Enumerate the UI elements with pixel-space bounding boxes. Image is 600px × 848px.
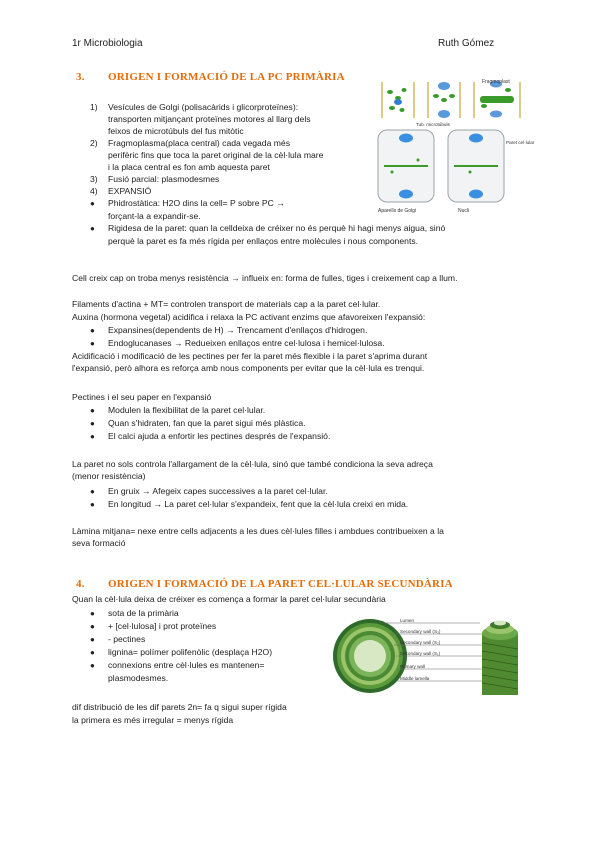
list-item: ● - pectines [90,634,146,644]
paragraph: La paret no sols controla l'allargament de la cèl·lula, sinó que també condiciona la seva adreça (menor resistència) [72,459,433,481]
paragraph: dif distribució de les dif parets 2n= fa q sigui super rígida [72,702,287,712]
paragraph: Filaments d'actina + MT= controlen transport de materials cap a la paret cel·lular. [72,299,381,309]
list-item: ● lignina= polímer polifenòlic (desplaça H2O) [90,647,273,657]
enzymes-list [90,324,385,350]
list-item: 2) Fragmoplasma(placa central) cada vegada més perifèric fins que toca la paret original de la cèl·lula mare i la placa central es fon amb aquesta paret [90,138,324,172]
cytokinesis-figure [374,78,535,216]
figure-label-middle-lamella: Middle lamella [400,676,430,681]
section4-list [90,607,272,684]
list-item: ● Quan s'hidraten, fan que la paret sigui més plàstica. [90,418,306,428]
nucli-label: Nucli [458,208,470,214]
list-item: ● Modulen la flexibilitat de la paret cel·lular. [90,405,266,415]
list-item: ● Endoglucanases → Redueixen enllaços entre cel·lulosa i hemicel·lulosa. [90,338,385,348]
paragraph: Cell creix cap on troba menys resistència → influeix en: forma de fulles, tiges i creixement cap a llum. [72,273,458,283]
secondary-wall-figure [332,615,528,697]
list-item: ● Rigidesa de la paret: quan la celldeixa de créixer no és perquè hi hagi menys aigua, sinó perquè la paret es fa més rígida per enllaços entre molècules i nous components. [90,223,446,246]
paragraph: Làmina mitjana= nexe entre cells adjacents a les dues cèl·lules filles i ambdues contribueixen a la seva formació [72,526,444,548]
paragraph: la primera es més irregular = menys rígida [72,715,234,725]
section3-title: ORIGEN I FORMACIÓ DE LA PC PRIMÀRIA [108,71,345,83]
list-item: ● connexions entre cèl·lules es mantenen= plasmodesmes. [90,660,265,683]
golgi-label: Aparells de Golgi [378,208,417,214]
header-right: Ruth Gómez [438,38,495,49]
list-item: 4) EXPANSIÓ [90,186,152,196]
section4-intro: Quan la cèl·lula deixa de créixer es comença a formar la paret cel·lular secundària [72,594,386,604]
section3-number: 3. [76,71,85,83]
tub-label: Tub. microtúbuls [416,122,450,127]
pectines-list [90,404,330,443]
paragraph: Acidificació i modificació de les pectines per fer la paret més flexible i la paret s'aprima durant l'expansió, però alhora es reforça amb nous components per evitar que la cèl·lula es trenqui. [72,351,428,373]
list-item: ● El calci ajuda a enfortir les pectines després de l'expansió. [90,431,331,441]
list-item: 3) Fusió parcial: plasmodesmes [90,174,220,184]
list-item: 1) Vesícules de Golgi (polisacàrids i glicorproteïnes): transporten mitjançant proteïnes motores al llarg dels feixos de microtúbuls del fus mitòtic [90,102,311,136]
section4-number: 4. [76,578,85,590]
list-item: ● Expansines(dependents de H) → Trencament d'enllaços d'hidrogen. [90,325,368,335]
list-item: ● sota de la primària [90,608,179,618]
pectines-title: Pectines i el seu paper en l'expansió [72,392,212,402]
figure-label-s3: Secondary wall (S₃) [400,629,441,634]
growth-list [90,485,408,511]
section4-title: ORIGEN I FORMACIÓ DE LA PARET CEL·LULAR SECUNDÀRIA [108,578,453,590]
paragraph: Auxina (hormona vegetal) acidifica i relaxa la PC activant enzims que afavoreixen l'expansió: [72,312,426,322]
paret-label: Paret cel·lular [506,140,535,145]
figure-label-primary: Primary wall [400,664,426,669]
figure-label-lumen: Lumen [400,618,415,623]
list-item: ● + [cel·lulosa] i prot proteïnes [90,621,217,631]
header-left: 1r Microbiologia [72,38,143,49]
fragmoplast-label: Fragmoplast [482,79,510,85]
list-item: ● En longitud → La paret cel·lular s'expandeix, fent que la cèl·lula creixi en mida. [90,499,409,509]
list-item: ● En gruix → Afegeix capes successives a la paret cel·lular. [90,486,328,496]
figure-label-s1: Secondary wall (S₁) [400,651,441,656]
list-item: ● Phidrostàtica: H2O dins la cell= P sobre PC → forçant-la a expandir-se. [90,198,285,221]
figure-label-s2: Secondary wall (S₂) [400,640,441,645]
